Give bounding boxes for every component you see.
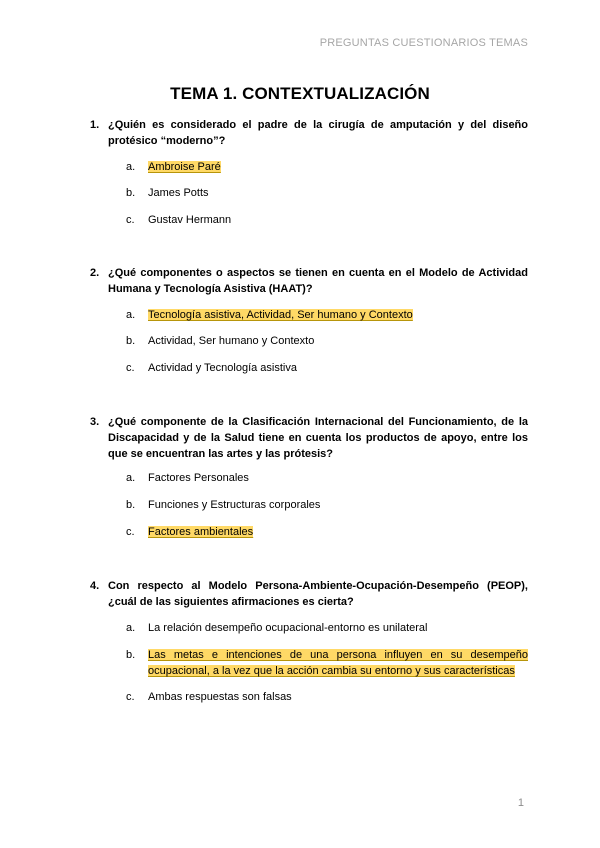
question-4-option-c bbox=[126, 689, 528, 705]
option-letter: a. bbox=[126, 622, 136, 634]
question-1-option-a bbox=[126, 159, 528, 175]
question-3 bbox=[90, 414, 528, 462]
question-number: 3. bbox=[90, 416, 100, 428]
option-letter: b. bbox=[126, 499, 136, 511]
option-text: Actividad, Ser humano y Contexto bbox=[148, 335, 315, 347]
question-4-option-b bbox=[126, 647, 528, 679]
question-2-option-c bbox=[126, 360, 528, 376]
option-letter: b. bbox=[126, 187, 136, 199]
option-letter: c. bbox=[126, 362, 135, 374]
question-1-option-b bbox=[126, 185, 528, 201]
option-text-correct: Tecnología asistiva, Actividad, Ser humano y Contexto bbox=[148, 309, 413, 321]
option-text: Gustav Hermann bbox=[148, 214, 232, 226]
question-text: Con respecto al Modelo Persona-Ambiente-Ocupación-Desempeño (PEOP), ¿cuál de las siguientes afirmaciones es cierta? bbox=[108, 580, 528, 608]
option-text: Actividad y Tecnología asistiva bbox=[148, 362, 297, 374]
option-text-correct: Las metas e intenciones de una persona influyen en su desempeño ocupacional, a la vez que la acción cambia su entorno y sus características bbox=[148, 649, 528, 677]
option-text: La relación desempeño ocupacional-entorno es unilateral bbox=[148, 622, 428, 634]
question-1 bbox=[90, 117, 528, 149]
running-header: PREGUNTAS CUESTIONARIOS TEMAS bbox=[319, 37, 528, 49]
option-text: Factores Personales bbox=[148, 472, 249, 484]
question-number: 4. bbox=[90, 580, 100, 592]
question-text: ¿Qué componentes o aspectos se tienen en cuenta en el Modelo de Actividad Humana y Tecnología Asistiva (HAAT)? bbox=[108, 267, 528, 295]
option-text: James Potts bbox=[148, 187, 209, 199]
question-1-option-c bbox=[126, 212, 528, 228]
question-3-option-a bbox=[126, 470, 528, 486]
option-letter: c. bbox=[126, 214, 135, 226]
option-letter: c. bbox=[126, 691, 135, 703]
option-letter: b. bbox=[126, 649, 136, 661]
question-2 bbox=[90, 265, 528, 297]
page-title: TEMA 1. CONTEXTUALIZACIÓN bbox=[170, 84, 430, 103]
question-3-option-b bbox=[126, 497, 528, 513]
option-text-correct: Factores ambientales bbox=[148, 526, 254, 538]
question-text: ¿Qué componente de la Clasificación Internacional del Funcionamiento, de la Discapacidad y de la Salud tiene en cuenta los productos de apoyo, entre los que se encuentran las artes y las prótesis? bbox=[108, 416, 528, 460]
option-letter: a. bbox=[126, 472, 136, 484]
question-number: 1. bbox=[90, 119, 100, 131]
question-4 bbox=[90, 578, 528, 610]
option-letter: a. bbox=[126, 309, 136, 321]
option-letter: b. bbox=[126, 335, 136, 347]
option-letter: c. bbox=[126, 526, 135, 538]
question-2-option-b bbox=[126, 333, 528, 349]
page-number: 1 bbox=[517, 797, 524, 809]
question-3-option-c bbox=[126, 524, 528, 540]
question-text: ¿Quién es considerado el padre de la cirugía de amputación y del diseño protésico “moderno”? bbox=[108, 119, 528, 147]
question-number: 2. bbox=[90, 267, 100, 279]
option-text: Funciones y Estructuras corporales bbox=[148, 499, 321, 511]
question-4-option-a bbox=[126, 620, 528, 636]
option-text: Ambas respuestas son falsas bbox=[148, 691, 292, 703]
option-letter: a. bbox=[126, 161, 136, 173]
option-text-correct: Ambroise Paré bbox=[148, 161, 221, 173]
question-2-option-a bbox=[126, 307, 528, 323]
